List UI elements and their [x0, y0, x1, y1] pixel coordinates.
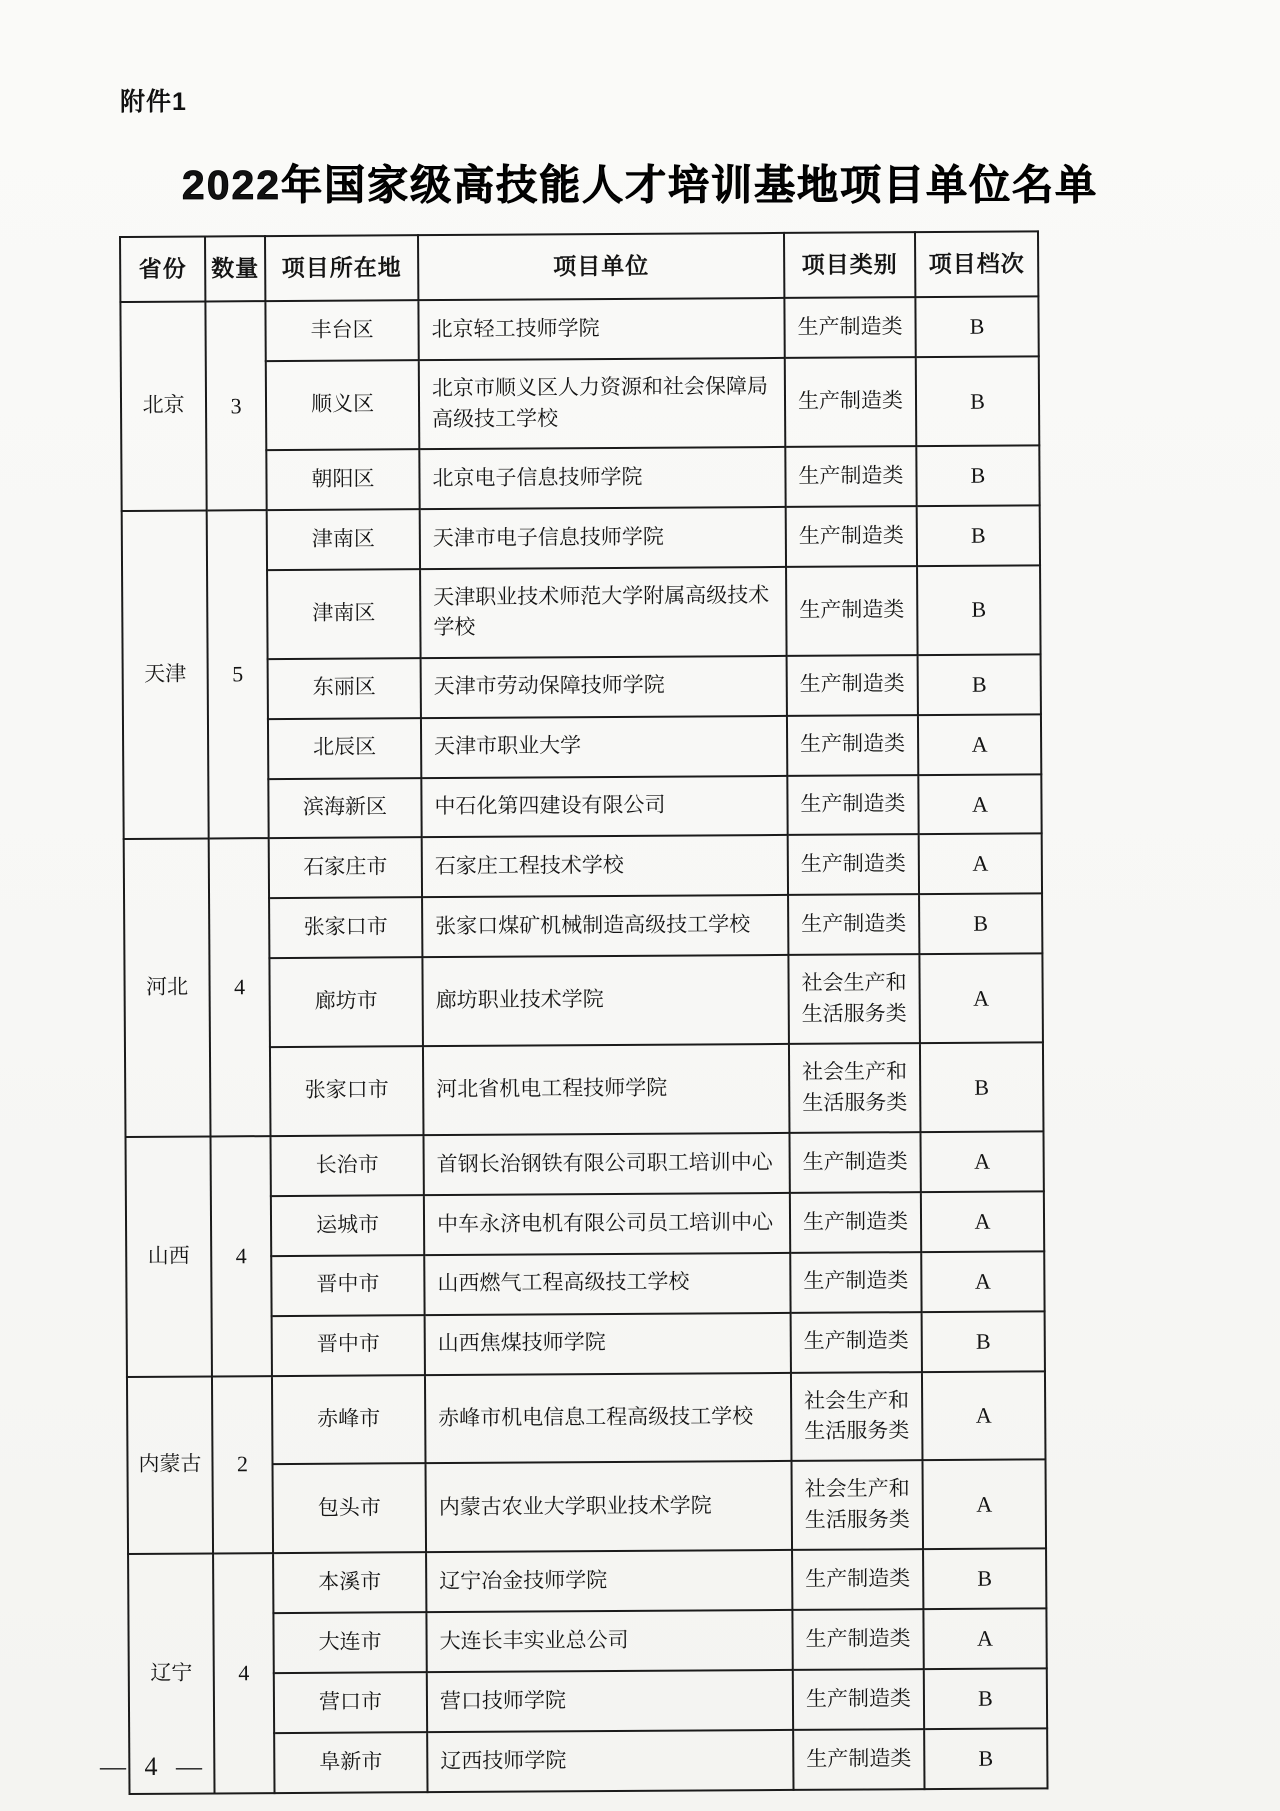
category-cell: 生产制造类	[785, 357, 917, 447]
unit-cell: 张家口煤矿机械制造高级技工学校	[422, 895, 788, 957]
table-row	[120, 297, 1038, 362]
column-header-unit: 项目单位	[418, 233, 784, 301]
location-cell: 顺义区	[266, 360, 420, 450]
grade-cell: B	[920, 1042, 1044, 1132]
grade-cell: B	[916, 445, 1039, 506]
column-header-category: 项目类别	[784, 232, 915, 298]
grade-cell: A	[923, 1609, 1046, 1670]
category-cell: 生产制造类	[791, 1312, 922, 1373]
table-row	[128, 1549, 1046, 1614]
province-cell: 北京	[120, 302, 206, 511]
grade-cell: B	[919, 894, 1042, 955]
grade-cell: B	[923, 1549, 1046, 1610]
grade-cell: A	[918, 714, 1041, 775]
grade-cell: A	[922, 1371, 1046, 1461]
unit-cell: 辽西技师学院	[427, 1730, 793, 1792]
category-cell: 生产制造类	[793, 1669, 924, 1730]
table-row	[126, 1131, 1044, 1196]
unit-cell: 营口技师学院	[427, 1670, 793, 1732]
category-cell: 生产制造类	[784, 297, 915, 358]
unit-cell: 北京电子信息技师学院	[419, 447, 785, 509]
location-cell: 东丽区	[268, 658, 421, 719]
province-cell: 内蒙古	[127, 1376, 213, 1554]
grade-cell: B	[924, 1728, 1047, 1789]
location-cell: 丰台区	[265, 301, 418, 362]
count-cell: 2	[212, 1376, 273, 1554]
unit-cell: 首钢长治钢铁有限公司职工培训中心	[423, 1133, 789, 1195]
unit-cell: 中石化第四建设有限公司	[421, 775, 787, 837]
category-cell: 生产制造类	[790, 1252, 921, 1313]
unit-cell: 山西焦煤技师学院	[425, 1313, 791, 1375]
unit-cell: 赤峰市机电信息工程高级技工学校	[425, 1372, 792, 1463]
grade-cell: B	[918, 654, 1041, 715]
location-cell: 石家庄市	[269, 838, 422, 899]
project-units-table-wrap	[119, 230, 1047, 1794]
grade-cell: B	[915, 297, 1038, 358]
grade-cell: A	[918, 774, 1041, 835]
location-cell: 运城市	[271, 1195, 424, 1256]
unit-cell: 廊坊职业技术学院	[422, 955, 789, 1046]
category-cell: 生产制造类	[786, 566, 918, 656]
page-title: 2022年国家级高技能人才培训基地项目单位名单	[181, 162, 1099, 208]
count-cell: 5	[207, 510, 269, 839]
grade-cell: B	[916, 357, 1040, 447]
unit-cell: 天津市劳动保障技师学院	[421, 656, 787, 718]
count-cell: 4	[213, 1553, 274, 1793]
location-cell: 大连市	[273, 1612, 426, 1673]
count-cell: 4	[211, 1136, 272, 1376]
unit-cell: 石家庄工程技术学校	[422, 835, 788, 897]
grade-cell: A	[921, 1191, 1044, 1252]
count-cell: 4	[209, 839, 271, 1137]
unit-cell: 河北省机电工程技师学院	[423, 1044, 790, 1135]
location-cell: 津南区	[267, 509, 420, 570]
unit-cell: 天津市电子信息技师学院	[420, 507, 786, 569]
location-cell: 本溪市	[273, 1552, 426, 1613]
category-cell: 社会生产和生活服务类	[791, 1372, 923, 1462]
unit-cell: 大连长丰实业总公司	[426, 1610, 792, 1672]
column-header-grade: 项目档次	[915, 231, 1038, 297]
grade-cell: A	[921, 1251, 1044, 1312]
location-cell: 包头市	[273, 1464, 427, 1554]
table-row	[127, 1371, 1046, 1465]
table-row	[124, 834, 1042, 899]
category-cell: 生产制造类	[786, 506, 917, 567]
province-cell: 山西	[126, 1136, 212, 1376]
unit-cell: 天津市职业大学	[421, 716, 787, 778]
location-cell: 北辰区	[268, 718, 421, 779]
category-cell: 生产制造类	[788, 835, 919, 896]
grade-cell: B	[922, 1311, 1045, 1372]
province-cell: 天津	[122, 510, 209, 839]
province-cell: 河北	[124, 839, 211, 1137]
unit-cell: 天津职业技术师范大学附属高级技术学校	[420, 567, 787, 658]
table-body	[120, 297, 1047, 1794]
column-header-location: 项目所在地	[265, 235, 418, 301]
category-cell: 生产制造类	[790, 1192, 921, 1253]
category-cell: 生产制造类	[788, 894, 919, 955]
unit-cell: 辽宁冶金技师学院	[426, 1550, 792, 1612]
category-cell: 社会生产和生活服务类	[791, 1461, 923, 1551]
location-cell: 廊坊市	[269, 957, 423, 1047]
column-header-province: 省份	[120, 236, 205, 302]
category-cell: 生产制造类	[792, 1609, 923, 1670]
location-cell: 朝阳区	[266, 449, 419, 510]
unit-cell: 内蒙古农业大学职业技术学院	[426, 1461, 793, 1552]
grade-cell: B	[917, 505, 1040, 566]
location-cell: 张家口市	[269, 897, 422, 958]
category-cell: 社会生产和生活服务类	[788, 954, 920, 1044]
unit-cell: 中车永济电机有限公司员工培训中心	[424, 1193, 790, 1255]
count-cell: 3	[205, 301, 266, 510]
table-row	[122, 505, 1040, 570]
attachment-label: 附件1	[120, 88, 187, 116]
category-cell: 生产制造类	[787, 715, 918, 776]
unit-cell: 北京市顺义区人力资源和社会保障局高级技工学校	[419, 358, 786, 449]
category-cell: 生产制造类	[789, 1132, 920, 1193]
category-cell: 生产制造类	[785, 446, 916, 507]
location-cell: 阜新市	[274, 1732, 427, 1793]
location-cell: 晋中市	[271, 1255, 424, 1316]
location-cell: 张家口市	[270, 1046, 424, 1136]
province-cell: 辽宁	[128, 1554, 214, 1794]
page-number: — 4 —	[100, 1752, 208, 1781]
column-header-count: 数量	[205, 236, 265, 302]
location-cell: 赤峰市	[272, 1375, 426, 1465]
location-cell: 营口市	[274, 1672, 427, 1733]
project-units-table	[119, 230, 1049, 1794]
grade-cell: A	[919, 834, 1042, 895]
grade-cell: A	[919, 954, 1043, 1044]
category-cell: 生产制造类	[787, 775, 918, 836]
category-cell: 生产制造类	[792, 1549, 923, 1610]
header-row	[120, 231, 1038, 302]
grade-cell: A	[922, 1460, 1046, 1550]
category-cell: 生产制造类	[793, 1729, 924, 1790]
unit-cell: 北京轻工技师学院	[418, 298, 784, 360]
location-cell: 长治市	[271, 1135, 424, 1196]
category-cell: 生产制造类	[787, 655, 918, 716]
location-cell: 晋中市	[272, 1315, 425, 1376]
grade-cell: A	[920, 1131, 1043, 1192]
category-cell: 社会生产和生活服务类	[789, 1043, 921, 1133]
location-cell: 津南区	[267, 569, 421, 659]
grade-cell: B	[924, 1668, 1047, 1729]
grade-cell: B	[917, 565, 1041, 655]
location-cell: 滨海新区	[268, 778, 421, 839]
unit-cell: 山西燃气工程高级技工学校	[424, 1253, 790, 1315]
